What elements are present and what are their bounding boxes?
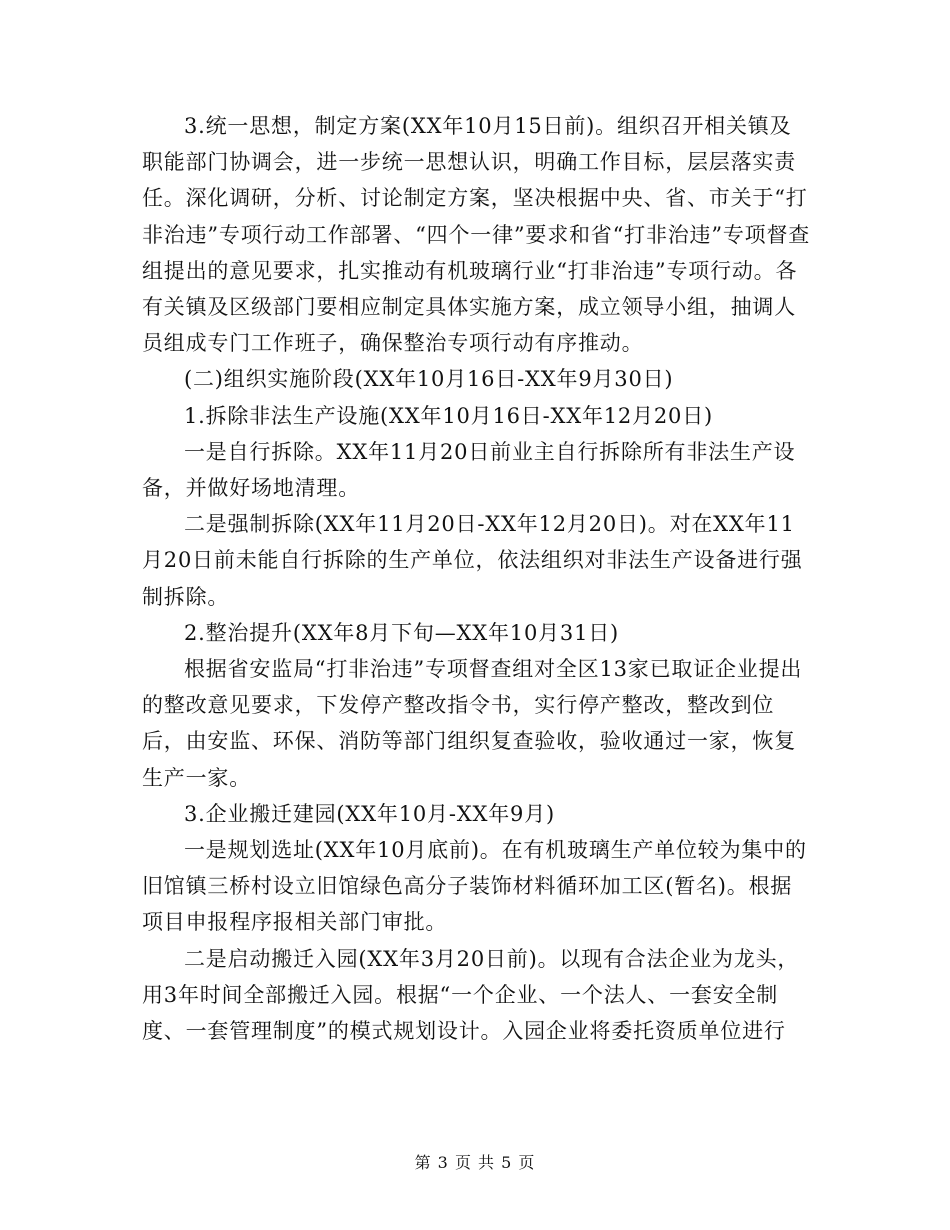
paragraph: (二)组织实施阶段(XX年10月16日-XX年9月30日) [184,367,674,392]
paragraph: 二是强制拆除(XX年11月20日-XX年12月20日)。对在XX年11月20日前未能自行拆除的生产单位，依法组织对非法生产设备进行强制拆除。 [142,512,803,609]
paragraph: 根据省安监局“打非治违”专项督查组对全区13家已取证企业提出的整改意见要求，下发停产整改指令书，实行停产整改，整改到位后，由安监、环保、消防等部门组织复查验收，验收通过一家，恢复生产一家。 [142,657,803,790]
paragraph: 一是规划选址(XX年10月底前)。在有机玻璃生产单位较为集中的旧馆镇三桥村设立旧馆绿色高分子装饰材料循环加工区(暂名)。根据项目申报程序报相关部门审批。 [142,838,807,935]
paragraph: 二是启动搬迁入园(XX年3月20日前)。以现有合法企业为龙头，用3年时间全部搬迁入园。根据“一个企业、一个法人、一套安全制度、一套管理制度”的模式规划设计。入园企业将委托资质单位进行 [142,946,800,1044]
paragraph: 3.统一思想，制定方案(XX年10月15日前)。组织召开相关镇及职能部门协调会，进一步统一思想认识，明确工作目标，层层落实责任。深化调研，分析、讨论制定方案，坚决根据中央、省、市关于“打非治违”专项行动工作部署、“四个一律”要求和省“打非治违”专项督查组提出的意见要求，扎实推动有机玻璃行业“打非治违”专项行动。各有关镇及区级部门要相应制定具体实施方案，成立领导小组，抽调人员组成专门工作班子，确保整治专项行动有序推动。 [142,114,811,356]
paragraph: 3.企业搬迁建园(XX年10月-XX年9月) [184,801,555,826]
paragraph: 2.整治提升(XX年8月下旬—XX年10月31日) [184,620,620,645]
paragraph: 一是自行拆除。XX年11月20日前业主自行拆除所有非法生产设备，并做好场地清理。 [142,439,796,501]
paragraph: 1.拆除非法生产设施(XX年10月16日-XX年12月20日) [184,403,714,428]
document-body [142,108,812,1049]
page-footer: 第 3 页 共 5 页 [414,1153,536,1172]
